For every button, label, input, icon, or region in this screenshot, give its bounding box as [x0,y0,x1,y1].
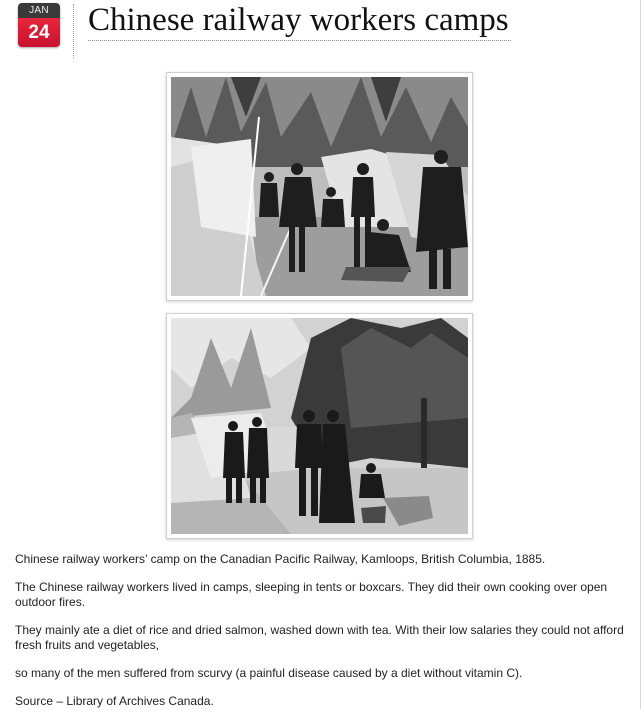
body-paragraph: They mainly ate a diet of rice and dried salmon, washed down with tea. With their low salaries they could not afford fresh fruits and vegetables, [15,623,624,652]
body-paragraph: so many of the men suffered from scurvy (a painful disease caused by a diet without vitamin C). [15,666,523,680]
photo-caption: Chinese railway workers’ camp on the Canadian Pacific Railway, Kamloops, British Columbia, 1885. [15,552,546,566]
camp-photo-1 [171,77,468,296]
photo-frame-2[interactable] [166,313,473,539]
camp-photo-2 [171,318,468,534]
source-credit: Source – Library of Archives Canada. [15,694,214,708]
date-badge [18,3,60,47]
date-day: 24 [18,18,60,47]
title-divider [73,4,74,58]
body-paragraph: The Chinese railway workers lived in camps, sleeping in tents or boxcars. They did their own cooking over open outdoor fires. [15,580,608,609]
date-month: JAN [18,3,60,18]
post-body [15,552,627,722]
photo-frame-1[interactable] [166,72,473,301]
post-title[interactable]: Chinese railway workers camps [88,0,511,41]
